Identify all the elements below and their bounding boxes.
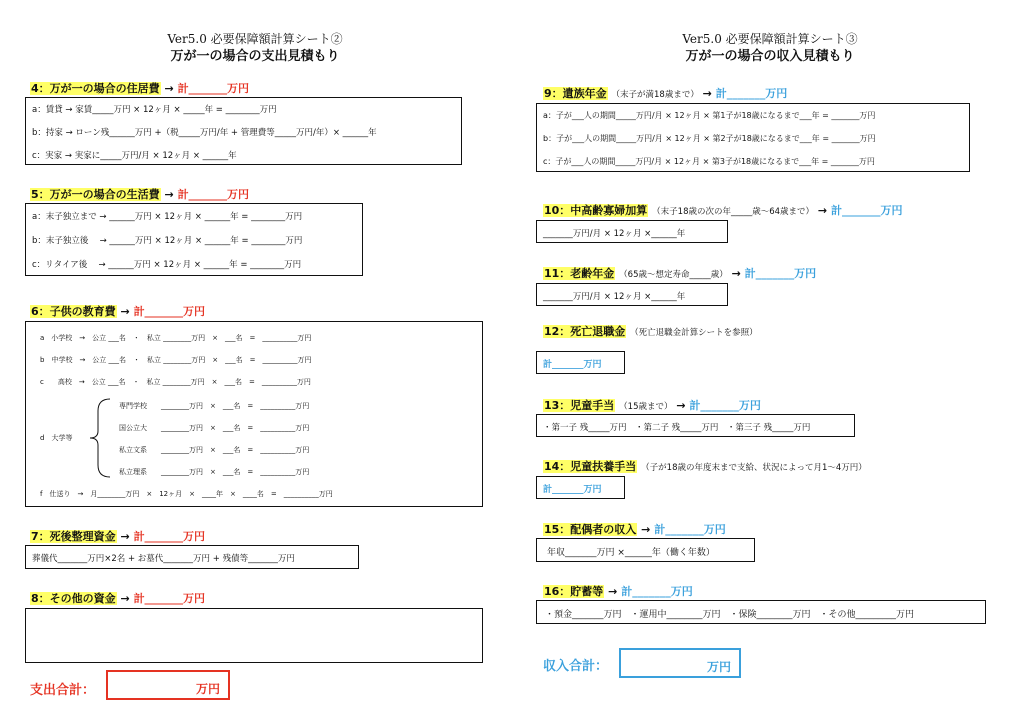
section-9-line-b: b：子が___人の期間_____万円/月 × 12ヶ月 × 第2子が18歳になるまで___年 = _______万円	[543, 134, 876, 143]
section-15-box	[536, 538, 755, 562]
section-12-heading	[543, 323, 758, 339]
section-6-row-f: f 仕送り → 月________万円 × 12ヶ月 × ____年 × ____名 = __________万円	[40, 490, 333, 498]
section-11-note: （65歳〜想定寿命_____歳）	[619, 270, 728, 280]
section-8-heading	[30, 590, 205, 606]
section-9-note: （末子が満18歳まで）	[611, 90, 699, 100]
section-11-total: 計_______万円	[744, 267, 817, 280]
expense-total-unit: 万円	[195, 682, 220, 696]
section-12-box[interactable]: 計_______万円	[536, 351, 625, 374]
section-5-title: 5：万が一の場合の生活費	[31, 188, 160, 201]
left-title: 万が一の場合の支出見積もり	[170, 49, 340, 64]
section-11-heading	[543, 265, 816, 281]
section-9-total: 計_______万円	[715, 87, 788, 100]
section-8-title: 8：その他の資金	[31, 592, 116, 605]
section-11-title: 11：老齢年金	[544, 267, 615, 280]
expense-total-box[interactable]	[106, 670, 230, 700]
section-5-total: 計_______万円	[177, 188, 250, 201]
section-6-row-d4: 私立理系 ________万円 × ___名 = __________万円	[119, 468, 310, 476]
section-14-heading	[543, 458, 867, 474]
left-version: Ver5.0 必要保障額計算シート②	[167, 32, 343, 46]
section-6-row-d3: 私立文系 ________万円 × ___名 = __________万円	[119, 446, 310, 454]
section-9-line-c: c：子が___人の期間_____万円/月 × 12ヶ月 × 第3子が18歳になるまで___年 = _______万円	[543, 157, 875, 166]
section-6-row-d1: 専門学校 ________万円 × ___名 = __________万円	[119, 402, 310, 410]
section-13-line: ・第一子 残_____万円 ・第二子 残_____万円 ・第三子 残_____万円	[543, 423, 811, 433]
arrow-icon: →	[120, 305, 130, 318]
section-14-note: （子が18歳の年度末まで支給、状況によって月1〜4万円）	[641, 463, 867, 473]
section-9-heading	[543, 85, 787, 101]
expense-total-label: 支出合計：	[30, 683, 96, 698]
section-10-note: （末子18歳の次の年_____歳〜64歳まで）	[652, 207, 815, 217]
section-9-line-a: a：子が___人の期間_____万円/月 × 12ヶ月 × 第1子が18歳になるまで___年 = _______万円	[543, 111, 876, 120]
section-13-heading	[543, 397, 761, 413]
section-8-total: 計_______万円	[133, 592, 206, 605]
section-10-line: _______万円/月 × 12ヶ月 ×______年	[543, 229, 686, 239]
section-11-box	[536, 283, 728, 306]
section-5-line-b: b：末子独立後 → ______万円 × 12ヶ月 × ______年 = ________万円	[32, 236, 303, 246]
section-7-line: 葬儀代_______万円×2名 + お墓代_______万円 + 残債等_______万円	[32, 554, 295, 564]
arrow-icon: →	[164, 188, 174, 201]
section-6-row-d2: 国公立大 ________万円 × ___名 = __________万円	[119, 424, 310, 432]
section-16-box	[536, 600, 986, 624]
section-13-title: 13：児童手当	[544, 399, 615, 412]
right-version: Ver5.0 必要保障額計算シート③	[682, 32, 858, 46]
brace-icon	[88, 397, 112, 479]
arrow-icon: →	[164, 82, 174, 95]
section-5-box	[25, 203, 363, 276]
section-15-title: 15：配偶者の収入	[544, 523, 637, 536]
section-14-title: 14：児童扶養手当	[544, 460, 637, 473]
section-4-box	[25, 97, 462, 165]
section-6-row-b: b 中学校 → 公立 ___名 ・ 私立 ________万円 × ___名 = __________万円	[40, 356, 312, 364]
section-15-line: 年収_______万円 ×______年（働く年数）	[547, 548, 715, 558]
section-6-row-a: a 小学校 → 公立 ___名 ・ 私立 ________万円 × ___名 = __________万円	[40, 334, 312, 342]
arrow-icon: →	[608, 585, 618, 598]
section-7-total: 計_______万円	[133, 530, 206, 543]
section-4-line-c: c：実家 → 実家に_____万円/月 × 12ヶ月 × ______年	[32, 151, 237, 161]
section-13-total: 計_______万円	[689, 399, 761, 412]
arrow-icon: →	[731, 267, 741, 280]
arrow-icon: →	[702, 87, 712, 100]
section-6-total: 計_______万円	[133, 305, 206, 318]
section-13-note: （15歳まで）	[619, 402, 673, 412]
section-16-total: 計_______万円	[621, 585, 693, 598]
section-6-title: 6：子供の教育費	[31, 305, 116, 318]
section-16-title: 16：貯蓄等	[544, 585, 604, 598]
section-7-heading	[30, 528, 205, 544]
section-6-row-d-label: d 大学等	[40, 434, 73, 442]
section-11-line: _______万円/月 × 12ヶ月 ×______年	[543, 292, 686, 302]
section-6-heading	[30, 303, 205, 319]
income-total-box[interactable]	[619, 648, 741, 678]
section-16-heading	[543, 583, 693, 599]
arrow-icon: →	[641, 523, 651, 536]
income-total-unit: 万円	[706, 660, 731, 674]
arrow-icon: →	[817, 204, 828, 217]
section-5-line-a: a：末子独立まで → ______万円 × 12ヶ月 × ______年 = ________万円	[32, 212, 303, 222]
section-10-total: 計_______万円	[830, 204, 903, 217]
right-title: 万が一の場合の収入見積もり	[685, 49, 855, 64]
section-5-heading	[30, 186, 249, 202]
section-7-title: 7：死後整理資金	[31, 530, 116, 543]
section-10-title: 10：中高齢寡婦加算	[544, 204, 648, 217]
section-16-line: ・預金_______万円 ・運用中________万円 ・保険________万円 ・その他_________万円	[545, 610, 915, 620]
section-15-heading	[543, 521, 726, 537]
section-13-box	[536, 414, 855, 437]
income-total-label: 収入合計：	[543, 659, 609, 674]
section-14-box[interactable]: 計_______万円	[536, 476, 625, 499]
section-15-total: 計_______万円	[654, 523, 726, 536]
section-4-title: 4：万が一の場合の住居費	[31, 82, 160, 95]
section-4-heading	[30, 80, 249, 96]
section-4-line-a: a：賃貸 → 家賃_____万円 × 12ヶ月 × _____年 = ________万円	[32, 105, 277, 115]
section-10-heading	[543, 202, 902, 218]
section-9-box	[536, 103, 970, 172]
section-6-row-c: c 高校 → 公立 ___名 ・ 私立 ________万円 × ___名 = __________万円	[40, 378, 311, 386]
section-5-line-c: c：リタイア後 → ______万円 × 12ヶ月 × ______年 = ________万円	[32, 260, 302, 270]
section-4-total: 計_______万円	[177, 82, 250, 95]
section-6-box	[25, 321, 483, 507]
section-12-title: 12：死亡退職金	[544, 325, 626, 338]
section-4-line-b: b：持家 → ローン残______万円 +（税_____万円/年 + 管理費等_____万円/年）× ______年	[32, 128, 377, 138]
arrow-icon: →	[120, 530, 130, 543]
arrow-icon: →	[120, 592, 130, 605]
section-12-note: （死亡退職金計算シートを参照）	[630, 328, 758, 338]
section-10-box	[536, 220, 728, 243]
section-8-box[interactable]	[25, 608, 483, 663]
section-9-title: 9：遺族年金	[544, 87, 607, 100]
arrow-icon: →	[676, 399, 686, 412]
section-7-box	[25, 545, 359, 569]
